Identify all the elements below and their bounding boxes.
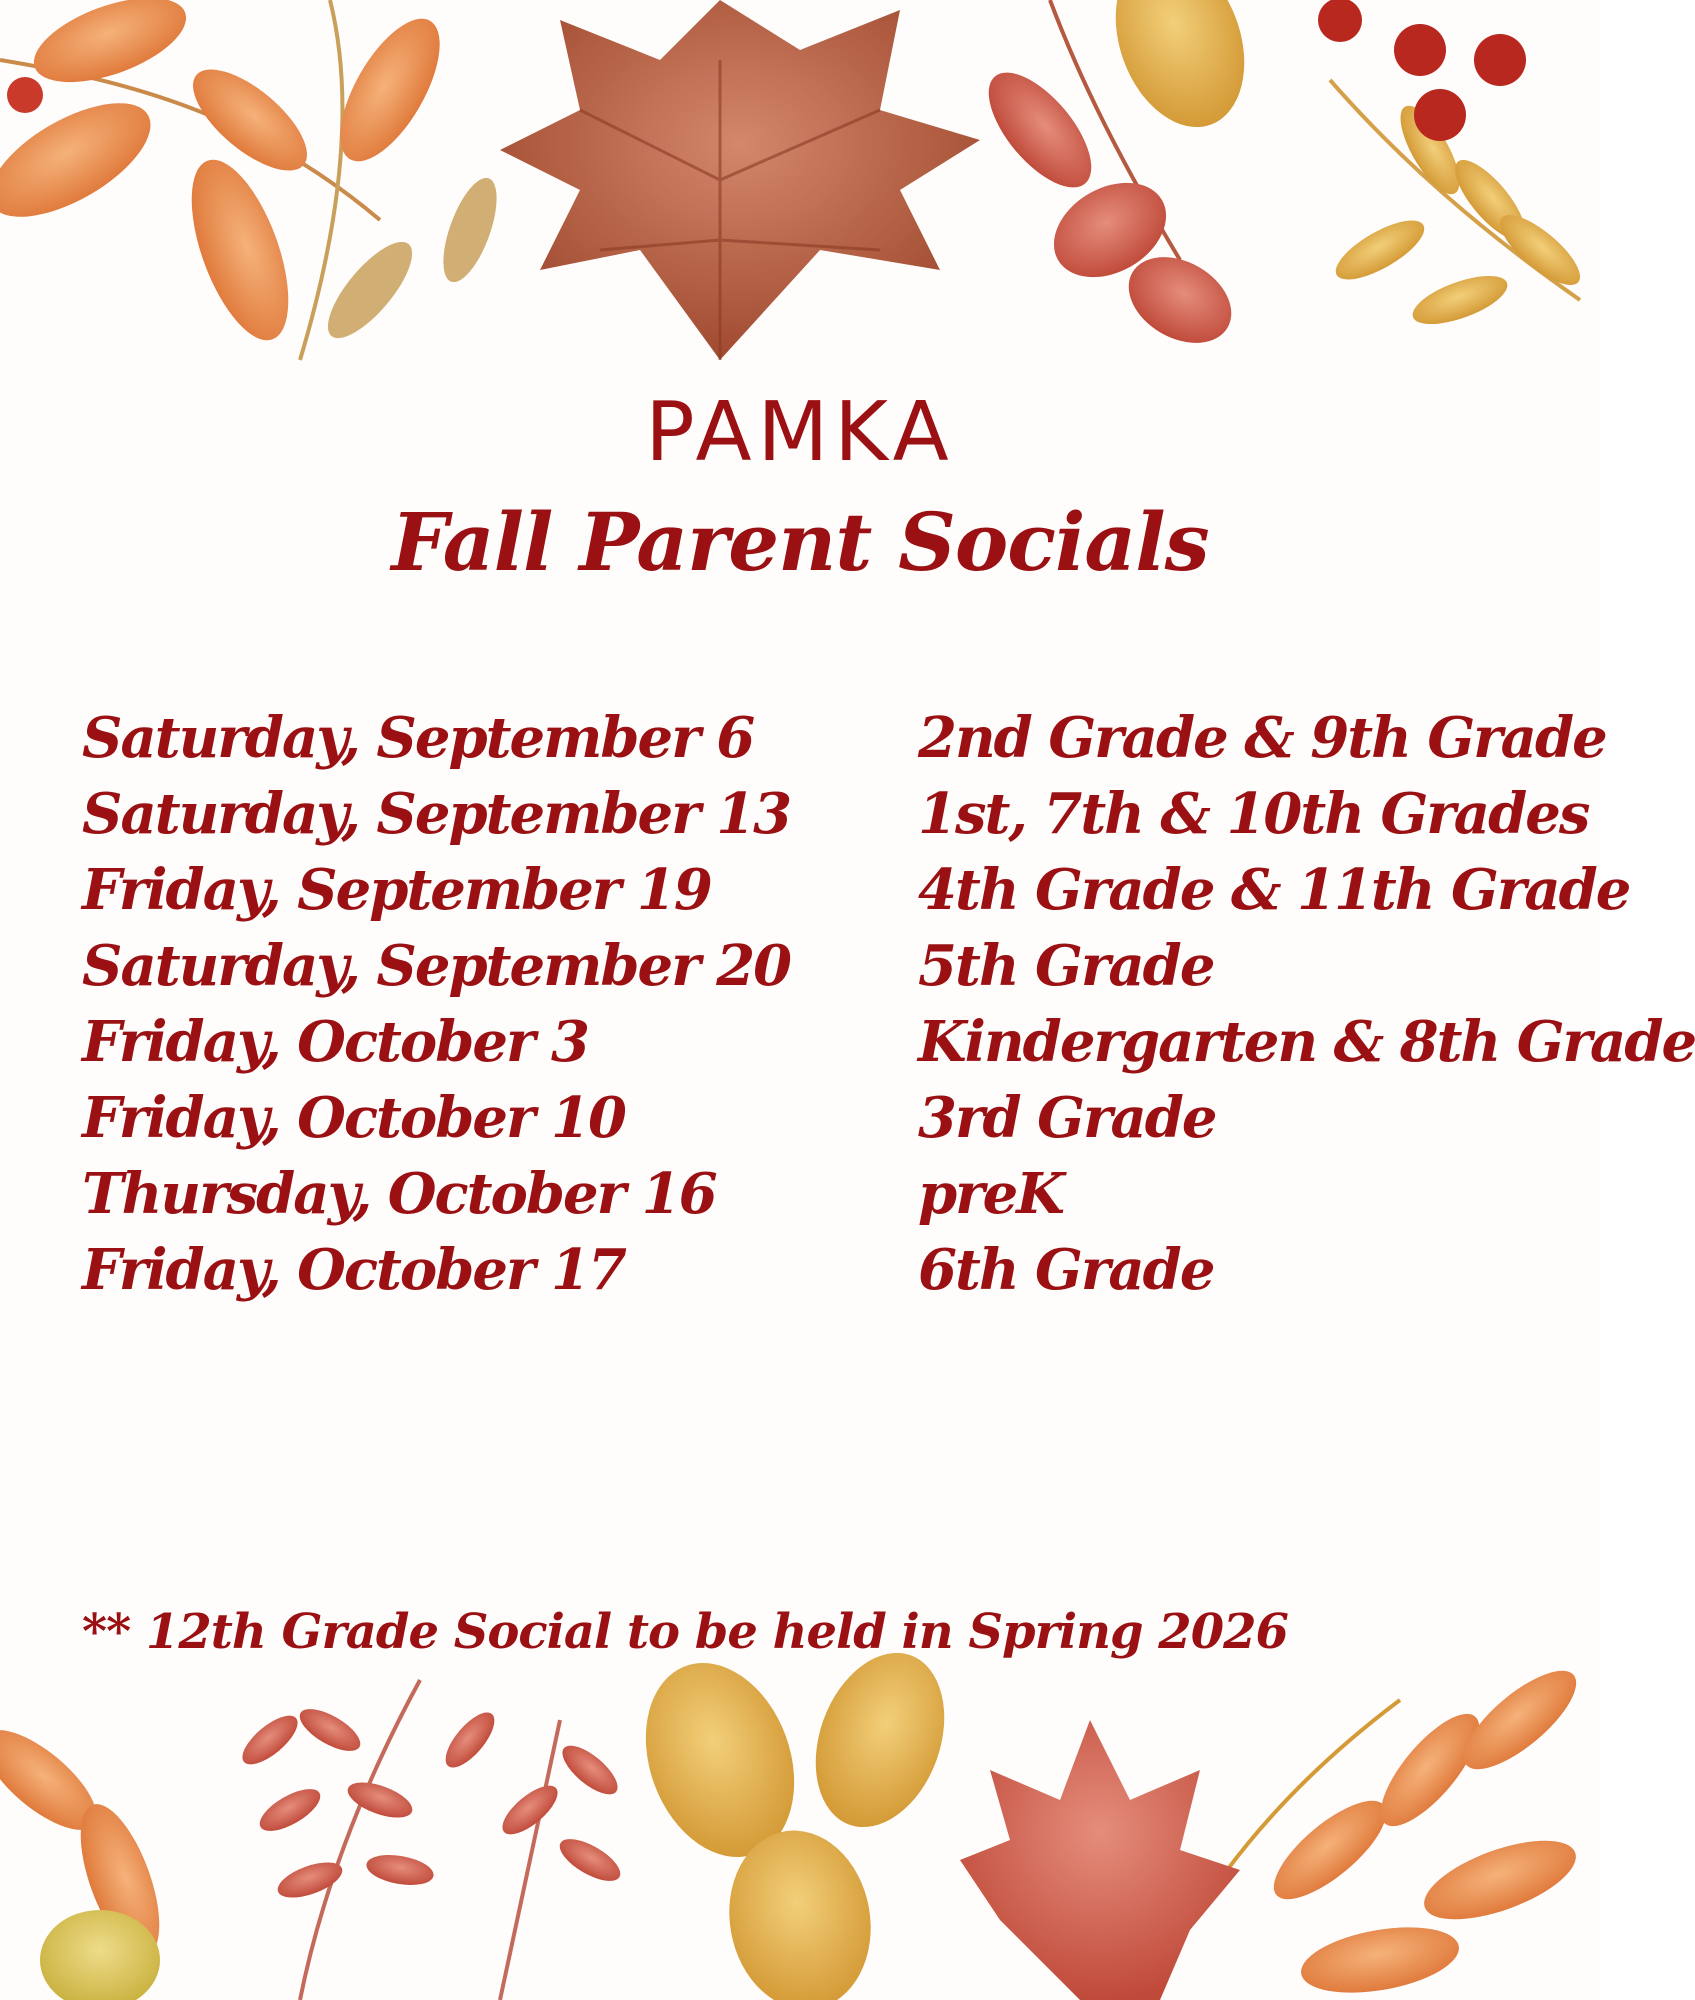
footnote: ** 12th Grade Social to be held in Spring 2026 — [82, 1604, 1288, 1660]
organization-name: PAMKA — [645, 385, 955, 480]
autumn-leaves-top-decoration — [0, 0, 1600, 400]
schedule-grades: 4th Grade & 11th Grade — [918, 857, 1630, 923]
schedule-date: Saturday, September 6 — [82, 705, 754, 771]
schedule-date: Friday, September 19 — [82, 857, 711, 923]
schedule-date: Thursday, October 16 — [82, 1161, 716, 1227]
schedule-date: Friday, October 3 — [82, 1009, 589, 1075]
schedule-grades: preK — [918, 1161, 1063, 1227]
schedule-date: Friday, October 17 — [82, 1237, 625, 1303]
schedule-grades: 3rd Grade — [918, 1085, 1216, 1151]
autumn-leaves-bottom-decoration — [0, 1660, 1600, 2000]
schedule-row — [0, 1004, 1695, 1080]
schedule-grades: 1st, 7th & 10th Grades — [918, 781, 1589, 847]
schedule-grades: Kindergarten & 8th Grade — [918, 1009, 1695, 1075]
schedule-row — [0, 1080, 1600, 1156]
schedule-grades: 2nd Grade & 9th Grade — [918, 705, 1606, 771]
schedule-row — [0, 1156, 1600, 1232]
schedule-row — [0, 700, 1606, 776]
schedule-row — [0, 928, 1600, 1004]
schedule-date: Saturday, September 20 — [82, 933, 791, 999]
schedule-date: Saturday, September 13 — [82, 781, 791, 847]
schedule-grades: 5th Grade — [918, 933, 1214, 999]
schedule-date: Friday, October 10 — [82, 1085, 625, 1151]
schedule-row — [0, 852, 1630, 928]
schedule-row — [0, 776, 1600, 852]
schedule-grades: 6th Grade — [918, 1237, 1214, 1303]
event-title: Fall Parent Socials — [391, 495, 1209, 589]
schedule-row — [0, 1232, 1600, 1308]
